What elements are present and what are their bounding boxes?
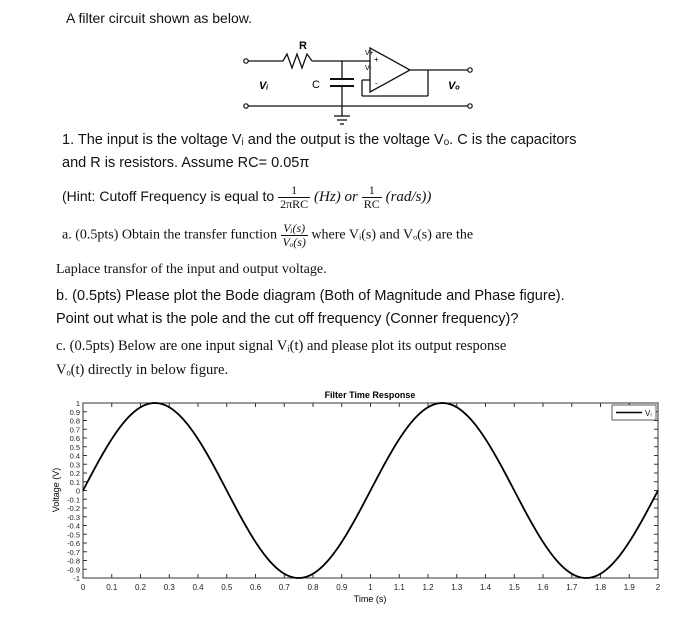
x-tick-label: 1.5 xyxy=(508,583,520,592)
x-tick-label: 0 xyxy=(80,583,86,592)
question-1-number: 1. xyxy=(62,132,75,148)
y-tick-label: 0.8 xyxy=(69,416,80,426)
y-tick-label: -0.6 xyxy=(67,539,80,548)
y-tick-label: -0.4 xyxy=(67,521,80,531)
x-tick-label: 0.1 xyxy=(106,583,118,592)
y-tick-label: 0.3 xyxy=(69,460,80,470)
x-tick-label: 1.8 xyxy=(594,583,607,592)
opamp-vminus-label: V- xyxy=(365,65,372,72)
x-tick-label: 0.6 xyxy=(249,583,262,592)
x-tick-label: 1.9 xyxy=(623,583,635,592)
y-tick-label: 1 xyxy=(75,399,80,408)
y-tick-label: 0.5 xyxy=(69,442,80,452)
x-tick-label: 0.9 xyxy=(336,583,348,592)
y-tick-label: 0.2 xyxy=(69,469,80,478)
y-tick-label: -0.1 xyxy=(67,495,80,505)
x-tick-label: 1 xyxy=(368,583,373,592)
question-1-line1: The input is the voltage Vᵢ and the output is the voltage Vₒ. C is the capacitors xyxy=(77,132,577,148)
y-tick-label: -0.3 xyxy=(67,512,80,522)
chart-title: Filter Time Response xyxy=(324,390,416,400)
transfer-function-num: Vᵢ(s) xyxy=(281,222,308,236)
question-a-text1: (0.5pts) Obtain the transfer function xyxy=(75,227,277,243)
hint-fraction-hz-num: 1 xyxy=(278,184,310,198)
y-tick-label: 0.9 xyxy=(69,407,80,417)
vi-label: Vᵢ xyxy=(259,80,269,92)
hint-prefix: (Hint: Cutoff Frequency is equal to xyxy=(62,187,275,204)
y-tick-label: 0.7 xyxy=(69,425,80,435)
y-tick-label: -1 xyxy=(73,574,80,583)
chart-y-axis-label: Voltage (V) xyxy=(51,467,61,513)
y-tick-label: -0.2 xyxy=(67,504,80,513)
hint-fraction-rad-den: RC xyxy=(363,196,380,211)
question-a-text2: where Vᵢ(s) and Vₒ(s) are the xyxy=(311,227,474,243)
x-tick-label: 1.3 xyxy=(451,583,463,592)
x-tick-label: 1.4 xyxy=(479,583,492,592)
y-tick-label: -0.7 xyxy=(67,547,80,557)
question-b-line1: b. (0.5pts) Please plot the Bode diagram (Both of Magnitude and Phase figure). xyxy=(56,288,565,304)
x-tick-label: 0.5 xyxy=(221,583,233,592)
y-tick-label: -0.8 xyxy=(67,556,80,566)
y-tick-label: 0.6 xyxy=(69,434,80,443)
hint-unit-rad: (rad/s)) xyxy=(385,188,432,205)
x-tick-label: 0.3 xyxy=(163,583,175,592)
problem-heading: A filter circuit shown as below. xyxy=(66,10,252,26)
y-tick-label: -0.5 xyxy=(67,530,80,540)
opamp-plus-sign: + xyxy=(374,55,379,64)
question-1-line2: and R is resistors. Assume RC= 0.05π xyxy=(62,155,310,171)
resistor-label: R xyxy=(299,40,307,52)
y-tick-label: 0.1 xyxy=(69,477,80,487)
hint-fraction-hz-den: 2πRC xyxy=(280,196,309,211)
series-line-vi xyxy=(83,403,658,578)
hint-fraction-rad-num: 1 xyxy=(362,184,382,198)
x-tick-label: 1.7 xyxy=(566,583,578,592)
opamp-minus-sign: - xyxy=(375,79,378,88)
x-tick-label: 0.7 xyxy=(278,583,290,592)
vo-label: Vₒ xyxy=(448,80,461,92)
y-tick-label: 0 xyxy=(75,486,80,496)
x-tick-label: 1.2 xyxy=(422,583,434,592)
capacitor-label: C xyxy=(312,79,320,91)
question-c-line1: c. (0.5pts) Below are one input signal Vᵢ(t) and please plot its output response xyxy=(56,338,507,354)
chart-x-axis-label: Time (s) xyxy=(353,594,387,604)
question-a-line2: Laplace transfor of the input and output voltage. xyxy=(56,262,327,277)
x-tick-label: 1.1 xyxy=(393,583,405,592)
y-tick-label: -0.9 xyxy=(67,565,80,575)
x-tick-label: 2 xyxy=(655,583,661,592)
x-tick-label: 1.6 xyxy=(537,583,549,592)
hint-unit-hz: (Hz) or xyxy=(314,188,358,205)
x-tick-label: 0.2 xyxy=(134,583,147,592)
transfer-function-den: Vₒ(s) xyxy=(282,234,306,249)
opamp-vplus-label: V+ xyxy=(365,50,374,57)
x-tick-label: 0.4 xyxy=(192,583,204,592)
question-c-line2: Vₒ(t) directly in below figure. xyxy=(56,362,229,378)
question-b-line2: Point out what is the pole and the cut off frequency (Conner frequency)? xyxy=(56,311,519,327)
chart-legend-label: Vᵢ xyxy=(645,409,652,418)
x-tick-label: 0.8 xyxy=(307,583,319,592)
question-a-label: a. xyxy=(62,227,72,243)
y-tick-label: 0.4 xyxy=(69,451,80,461)
